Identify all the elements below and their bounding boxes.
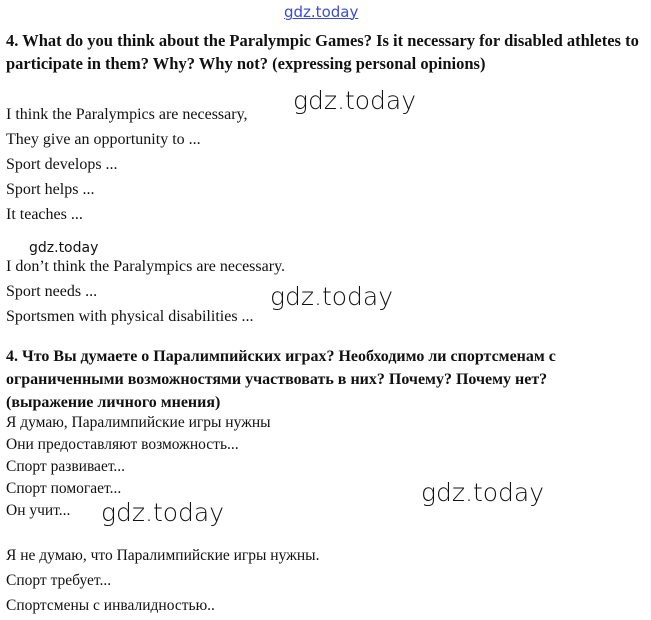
english-answer-line-4: Sport helps ...: [6, 181, 95, 198]
russian-answer-line-1: Я думаю, Паралимпийские игры нужны: [6, 414, 271, 431]
question-english: 4. What do you think about the Paralympic Games? Is it necessary for disabled athletes to participate in them? Why? Why not? (expressing personal opinions): [6, 31, 639, 73]
russian-answer-line-2: Они предоставляют возможность...: [6, 436, 239, 453]
russian-negative-line-2: Спорт требует...: [6, 572, 112, 589]
question-russian: 4. Что Вы думаете о Паралимпийских играх? Необходимо ли спортсменам с ограниченными возможностями участвовать в них? Почему? Почему нет? (выражение личного мнения): [6, 348, 556, 411]
russian-answer-line-5: Он учит...: [6, 502, 71, 519]
english-negative-line-2: Sport needs ...: [6, 283, 98, 300]
watermark-5: gdz.today: [101, 498, 225, 527]
english-answer-line-1: I think the Paralympics are necessary,: [6, 106, 248, 123]
english-answer-line-3: Sport develops ...: [6, 156, 118, 173]
watermark-1: gdz.today: [293, 86, 417, 115]
watermark-2: gdz.today: [29, 240, 99, 256]
watermark-top[interactable]: gdz.today: [284, 3, 359, 21]
english-negative-line-1: I don’t think the Paralympics are necessary.: [6, 258, 286, 275]
english-answer-line-2: They give an opportunity to ...: [6, 131, 201, 148]
watermark-4: gdz.today: [421, 478, 545, 507]
russian-answer-line-3: Спорт развивает...: [6, 458, 126, 475]
english-negative-line-3: Sportsmen with physical disabilities ...: [6, 308, 254, 325]
russian-negative-line-1: Я не думаю, что Паралимпийские игры нужны.: [6, 547, 320, 564]
russian-answer-line-4: Спорт помогает...: [6, 480, 122, 497]
russian-negative-line-3: Спортсмены с инвалидностью..: [6, 597, 215, 614]
watermark-3: gdz.today: [270, 282, 394, 311]
english-answer-line-5: It teaches ...: [6, 206, 83, 223]
